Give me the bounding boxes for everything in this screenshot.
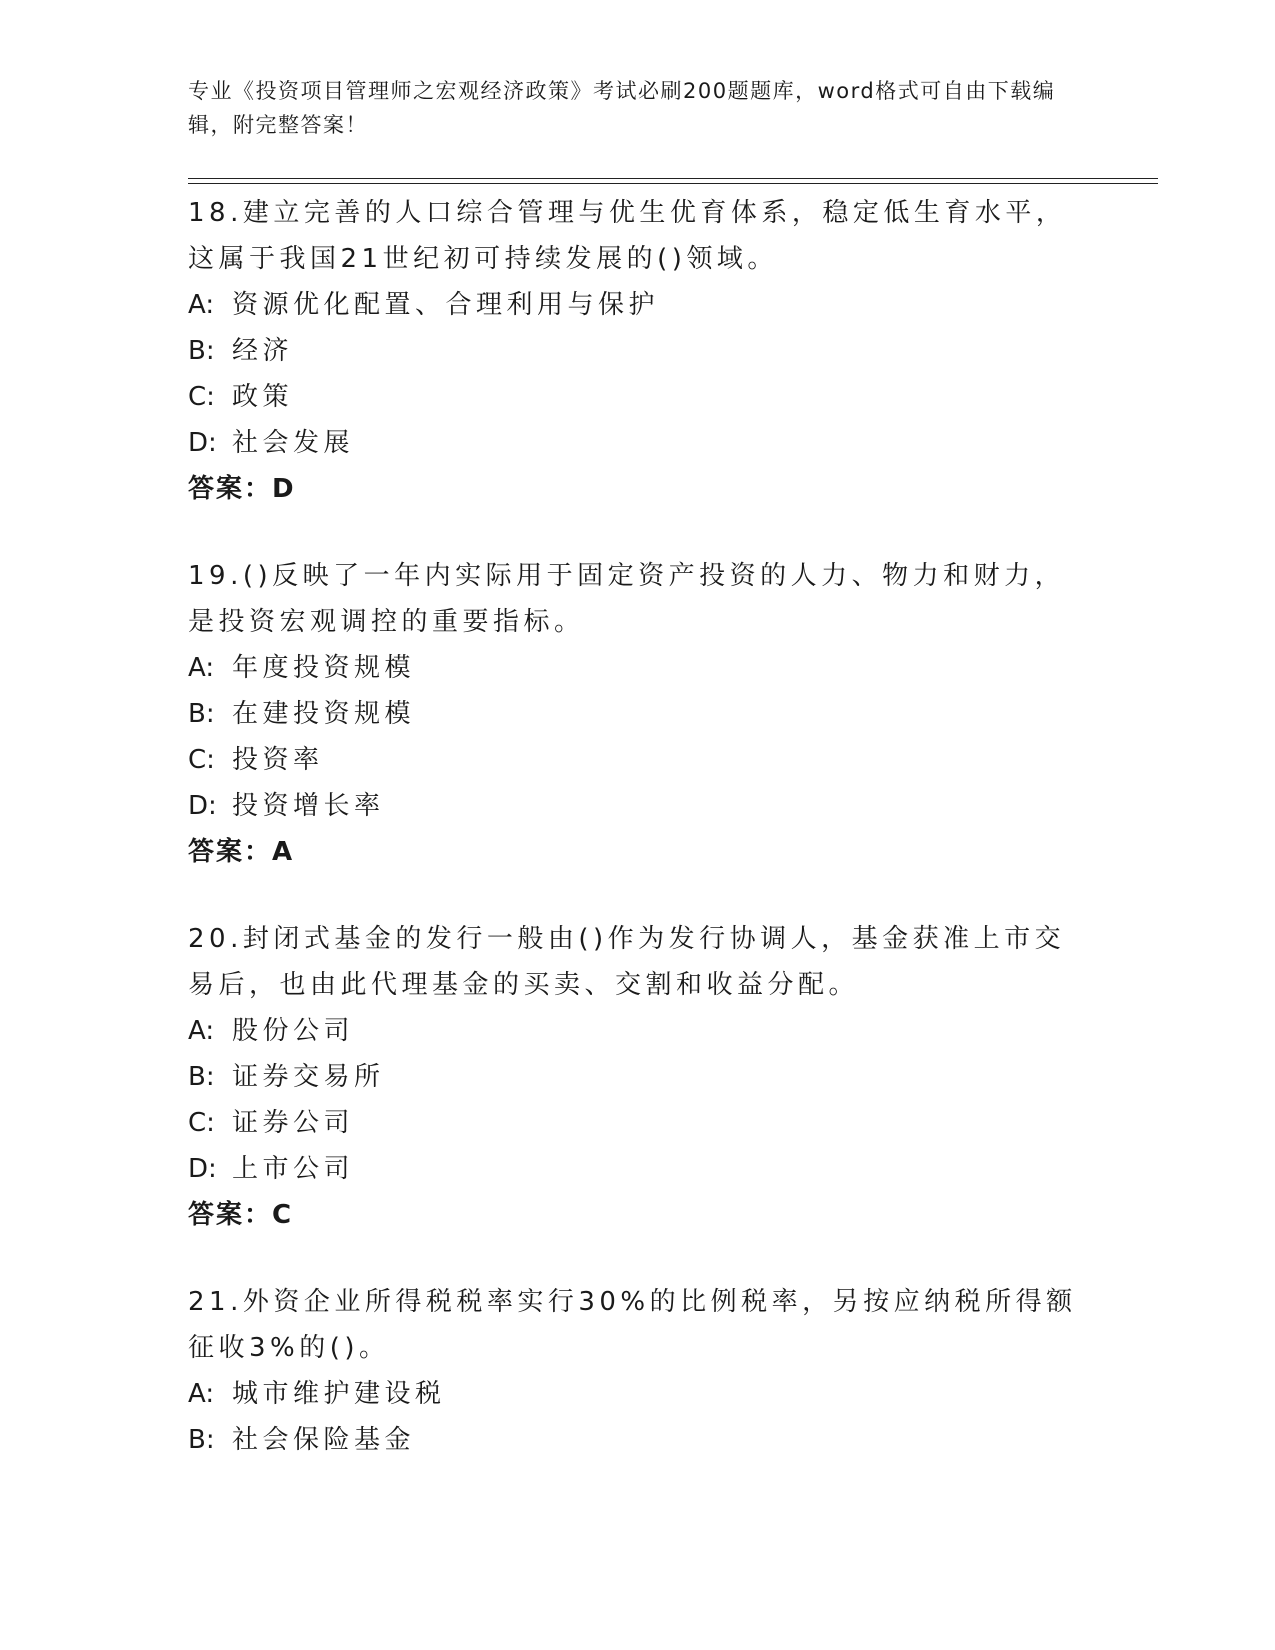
option-a	[188, 282, 1088, 328]
option-d	[188, 783, 1088, 829]
option-text: 股份公司	[232, 1016, 355, 1046]
option-c	[188, 374, 1088, 420]
document-header: 专业《投资项目管理师之宏观经济政策》考试必刷200题题库，word格式可自由下载编辑，附完整答案！	[188, 79, 1056, 137]
option-a	[188, 1371, 1088, 1417]
option-text: 投资率	[232, 745, 324, 775]
question-20	[188, 916, 1088, 1238]
option-text: 社会保险基金	[232, 1425, 416, 1455]
option-letter: D:	[188, 1154, 217, 1184]
question-stem: 21.外资企业所得税税率实行30%的比例税率，另按应纳税所得额征收3%的()。	[188, 1287, 1077, 1363]
question-stem: 20.封闭式基金的发行一般由()作为发行协调人，基金获准上市交易后，也由此代理基金的买卖、交割和收益分配。	[188, 924, 1066, 1000]
option-letter: A:	[188, 290, 215, 320]
option-letter: D:	[188, 791, 217, 821]
option-letter: B:	[188, 699, 215, 729]
question-21	[188, 1279, 1088, 1463]
option-c	[188, 737, 1088, 783]
option-text: 年度投资规模	[232, 653, 416, 683]
question-list	[188, 190, 1088, 1504]
option-d	[188, 1146, 1088, 1192]
option-text: 城市维护建设税	[232, 1379, 446, 1409]
option-d	[188, 420, 1088, 466]
option-letter: D:	[188, 428, 217, 458]
option-text: 证券公司	[232, 1108, 355, 1138]
option-a	[188, 645, 1088, 691]
option-letter: A:	[188, 1016, 215, 1046]
question-stem: 19.()反映了一年内实际用于固定资产投资的人力、物力和财力，是投资宏观调控的重要指标。	[188, 561, 1066, 637]
option-text: 在建投资规模	[232, 699, 416, 729]
header-divider-bottom	[188, 183, 1158, 184]
option-letter: A:	[188, 1379, 215, 1409]
header-divider-top	[188, 178, 1158, 179]
answer-label: 答案：A	[188, 837, 295, 867]
answer-label: 答案：C	[188, 1200, 294, 1230]
option-letter: B:	[188, 1062, 215, 1092]
option-text: 社会发展	[232, 428, 355, 458]
option-text: 经济	[232, 336, 294, 366]
option-b	[188, 328, 1088, 374]
option-text: 投资增长率	[232, 791, 385, 821]
question-18	[188, 190, 1088, 512]
option-letter: A:	[188, 653, 215, 683]
option-text: 政策	[232, 382, 294, 412]
option-letter: B:	[188, 1425, 215, 1455]
question-stem: 18.建立完善的人口综合管理与优生优育体系，稳定低生育水平，这属于我国21世纪初可持续发展的()领域。	[188, 198, 1067, 274]
option-b	[188, 1417, 1088, 1463]
option-a	[188, 1008, 1088, 1054]
option-b	[188, 1054, 1088, 1100]
option-letter: C:	[188, 382, 215, 412]
option-text: 证券交易所	[232, 1062, 385, 1092]
option-b	[188, 691, 1088, 737]
option-c	[188, 1100, 1088, 1146]
option-text: 资源优化配置、合理利用与保护	[232, 290, 660, 320]
option-letter: C:	[188, 1108, 215, 1138]
answer-label: 答案：D	[188, 474, 296, 504]
option-letter: C:	[188, 745, 215, 775]
option-text: 上市公司	[232, 1154, 355, 1184]
option-letter: B:	[188, 336, 215, 366]
question-19	[188, 553, 1088, 875]
